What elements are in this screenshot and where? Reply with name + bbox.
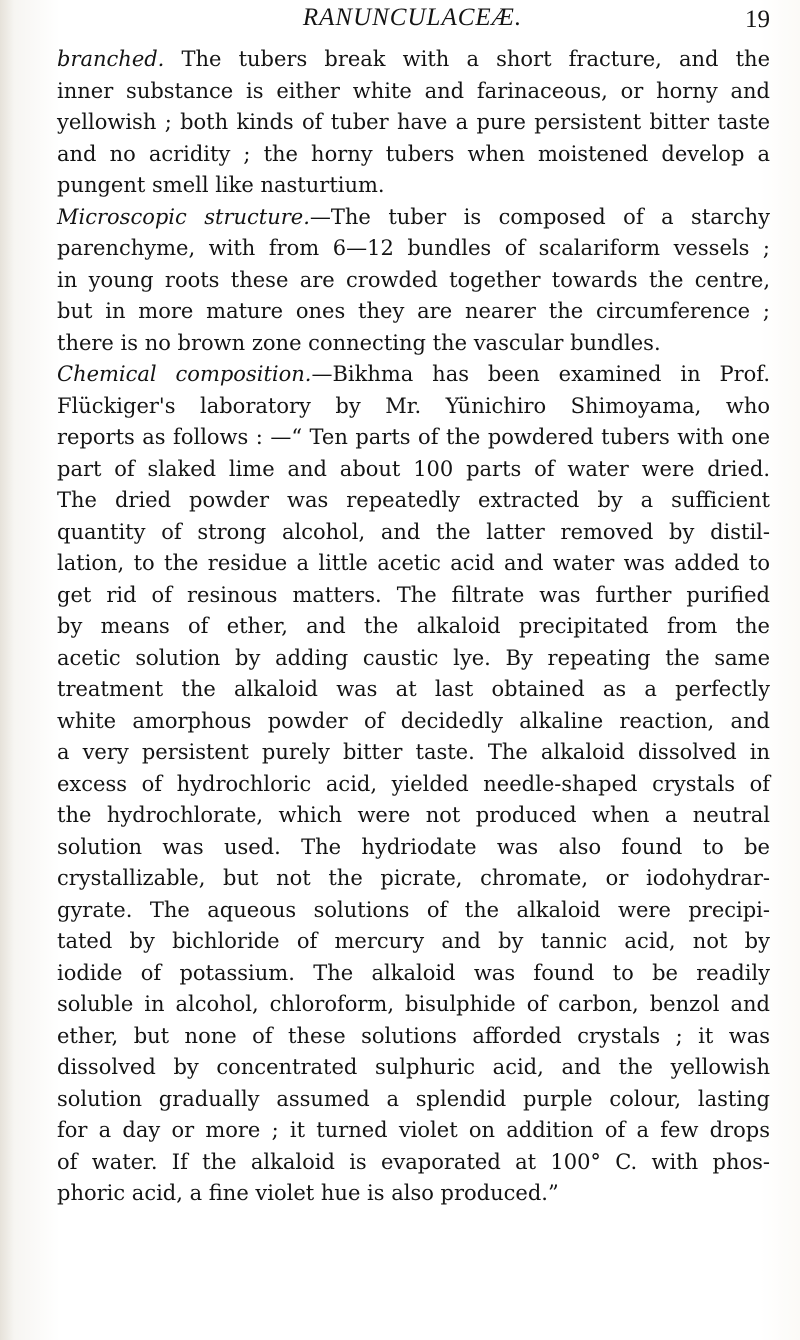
line-text: acetic solution by adding caustic lye. By repeating the same: [57, 645, 770, 670]
line-text: a very persistent purely bitter taste. The alkaloid dissolved in: [57, 740, 770, 764]
text-line: [57, 926, 770, 958]
text-line: [57, 1021, 770, 1053]
line-text: treatment the alkaloid was at last obtained as a perfectly: [57, 677, 770, 701]
text-line: [57, 454, 770, 486]
text-line: [57, 202, 770, 234]
text-line: [57, 296, 770, 328]
line-text: quantity of strong alcohol, and the latter removed by distil-: [57, 519, 770, 544]
line-text: but in more mature ones they are nearer the circumference ;: [57, 299, 770, 323]
line-text: crystallizable, but not the picrate, chromate, or iodohydrar-: [57, 866, 770, 890]
line-text: part of slaked lime and about 100 parts of water were dried.: [57, 456, 770, 481]
line-text: yellowish ; both kinds of tuber have a pure persistent bitter taste: [57, 110, 770, 134]
line-text: ether, but none of these solutions afforded crystals ; it was: [57, 1023, 770, 1048]
text-line: [57, 548, 770, 580]
text-line: [57, 674, 770, 706]
line-text: get rid of resinous matters. The filtrate was further purified: [57, 582, 770, 607]
text-line: [57, 485, 770, 517]
line-text: the hydrochlorate, which were not produced when a neutral: [57, 803, 770, 827]
line-text: parenchyme, with from 6—12 bundles of scalariform vessels ;: [57, 236, 770, 260]
page-number: 19: [745, 6, 770, 33]
running-head: RANUNCULACEÆ.: [302, 4, 523, 31]
line-text: gyrate. The aqueous solutions of the alkaloid were precipi-: [57, 897, 770, 922]
line-text: The tubers break with a short fracture, and the: [181, 47, 770, 71]
text-line: [57, 170, 770, 202]
line-text: iodide of potassium. The alkaloid was found to be readily: [57, 960, 770, 985]
text-line: [57, 359, 770, 391]
text-line: [57, 832, 770, 864]
text-line: [57, 1147, 770, 1179]
text-line: [57, 580, 770, 612]
line-text: solution was used. The hydriodate was also found to be: [57, 834, 770, 859]
page-header: [55, 4, 770, 40]
line-text: for a day or more ; it turned violet on addition of a few drops: [57, 1118, 770, 1142]
line-text: Flückiger's laboratory by Mr. Yünichiro Shimoyama, who: [57, 393, 770, 418]
text-line: [57, 233, 770, 265]
text-line: [57, 517, 770, 549]
line-text: by means of ether, and the alkaloid precipitated from the: [57, 614, 770, 638]
text-line: [57, 1115, 770, 1147]
line-text: inner substance is either white and farinaceous, or horny and: [57, 78, 770, 103]
text-line: [57, 1052, 770, 1084]
line-text: and no acridity ; the horny tubers when moistened develop a: [57, 141, 770, 166]
text-line: [57, 1178, 770, 1210]
line-text: dissolved by concentrated sulphuric acid, and the yellowish: [57, 1055, 770, 1079]
text-line: [57, 139, 770, 171]
text-line: [57, 989, 770, 1021]
text-line: [57, 76, 770, 108]
italic-lead: Microscopic structure.: [57, 204, 310, 229]
italic-lead: Chemical composition.: [57, 362, 312, 386]
line-text: of water. If the alkaloid is evaporated at 100° C. with phos-: [57, 1149, 770, 1174]
text-line: [57, 391, 770, 423]
line-text: The dried powder was repeatedly extracted by a sufficient: [57, 488, 770, 512]
text-line: [57, 265, 770, 297]
text-line: [57, 895, 770, 927]
text-line: [57, 328, 770, 360]
italic-lead: branched.: [57, 47, 165, 71]
text-line: [57, 737, 770, 769]
text-line: [57, 769, 770, 801]
line-text: in young roots these are crowded together towards the centre,: [57, 267, 770, 292]
text-line: [57, 958, 770, 990]
line-text: —Bikhma has been examined in Prof.: [311, 362, 771, 386]
body-text: [57, 44, 770, 1210]
line-text: pungent smell like nasturtium.: [57, 173, 385, 197]
line-text: —The tuber is composed of a starchy: [309, 204, 770, 229]
text-line: [57, 44, 770, 76]
line-text: soluble in alcohol, chloroform, bisulphide of carbon, benzol and: [57, 992, 770, 1016]
page-edge-shadow: [0, 0, 14, 1340]
text-line: [57, 643, 770, 675]
text-line: [57, 422, 770, 454]
line-text: there is no brown zone connecting the vascular bundles.: [57, 330, 661, 355]
line-text: reports as follows : —“ Ten parts of the powdered tubers with one: [57, 425, 770, 449]
line-text: white amorphous powder of decidedly alkaline reaction, and: [57, 708, 770, 733]
line-text: lation, to the residue a little acetic acid and water was added to: [57, 551, 770, 575]
line-text: tated by bichloride of mercury and by tannic acid, not by: [57, 929, 770, 953]
text-line: [57, 1084, 770, 1116]
text-line: [57, 706, 770, 738]
line-text: phoric acid, a fine violet hue is also produced.”: [57, 1181, 559, 1205]
line-text: excess of hydrochloric acid, yielded needle-shaped crystals of: [57, 771, 770, 796]
text-line: [57, 800, 770, 832]
text-line: [57, 863, 770, 895]
text-line: [57, 107, 770, 139]
line-text: solution gradually assumed a splendid purple colour, lasting: [57, 1086, 770, 1111]
text-line: [57, 611, 770, 643]
